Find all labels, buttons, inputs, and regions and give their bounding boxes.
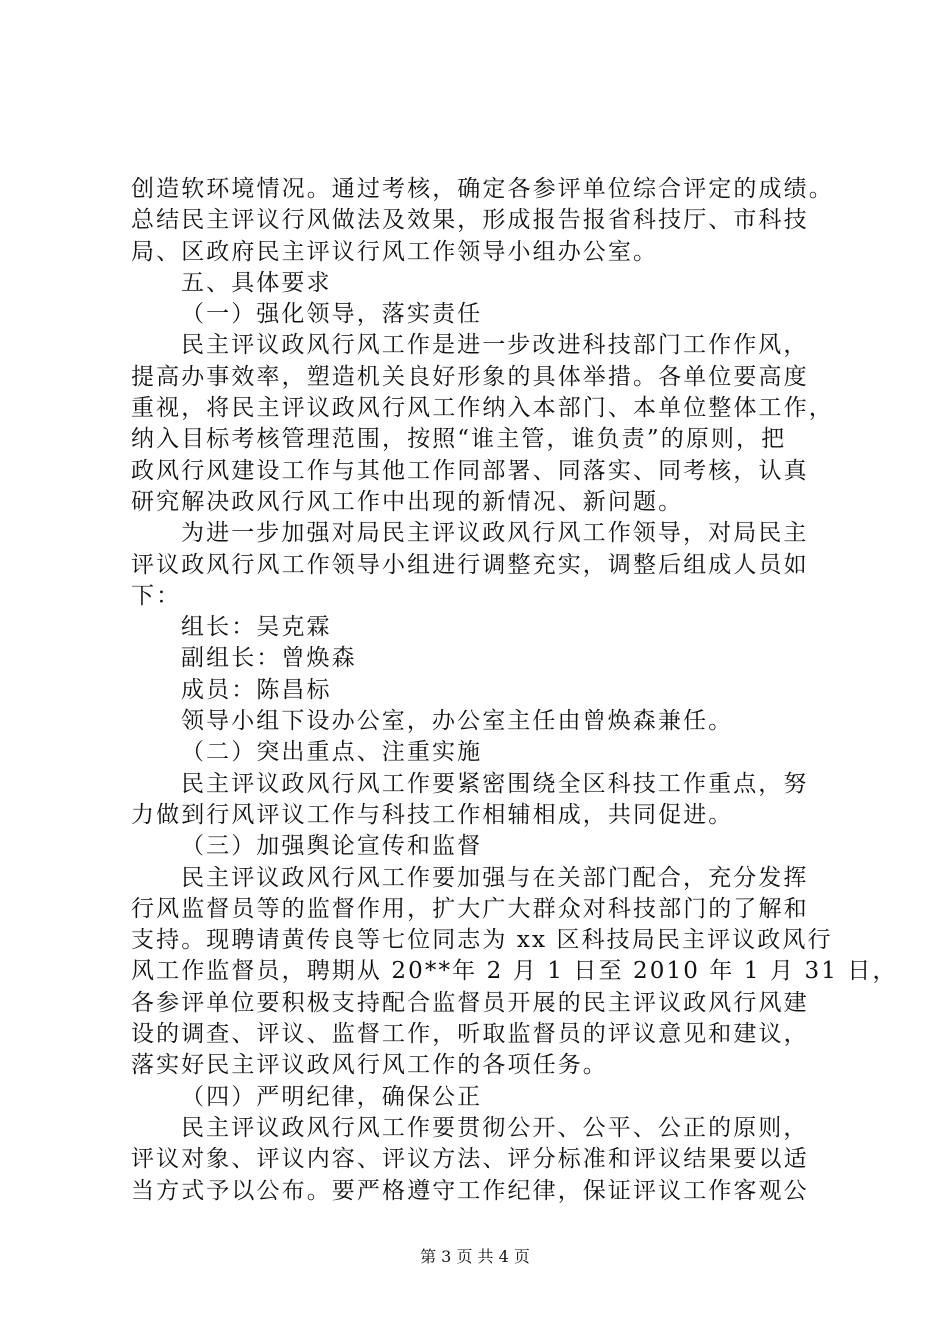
text-line: 为进一步加强对局民主评议政风行风工作领导，对局民主: [181, 520, 809, 547]
text-line: 设的调查、评议、监督工作，听取监督员的评议意见和建议，: [131, 1021, 809, 1048]
text-line: 民主评议政风行风工作要贯彻公开、公平、公正的原则，: [181, 1114, 809, 1141]
text-line: 研究解决政风行风工作中出现的新情况、新问题。: [131, 488, 684, 515]
text-line: 各参评单位要积极支持配合监督员开展的民主评议政风行风建: [131, 989, 809, 1016]
member-line: 组长：吴克霖: [181, 614, 332, 641]
member-line: 副组长：曾焕森: [181, 645, 357, 672]
text-line: 评议对象、评议内容、评议方法、评分标准和评议结果要以适: [131, 1146, 809, 1173]
page-footer: 第 3 页 共 4 页: [420, 1247, 530, 1266]
subsection-heading: （一）强化领导，落实责任: [181, 301, 483, 328]
text-line: 风工作监督员，聘期从 20**年 2 月 1 日至 2010 年 1 月 31 日，: [131, 958, 898, 985]
text-line: 创造软环境情况。通过考核，确定各参评单位综合评定的成绩。: [131, 176, 834, 202]
subsection-heading: （二）突出重点、注重实施: [181, 739, 483, 766]
text-line: 评议政风行风工作领导小组进行调整充实，调整后组成人员如: [131, 551, 809, 578]
text-line: 力做到行风评议工作与科技工作相辅相成，共同促进。: [131, 801, 734, 828]
text-line: 落实好民主评议政风行风工作的各项任务。: [131, 1052, 608, 1079]
text-line: 重视，将民主评议政风行风工作纳入本部门、本单位整体工作，: [131, 395, 834, 422]
text-line: 行风监督员等的监督作用，扩大广大群众对科技部门的了解和: [131, 895, 809, 922]
text-line: 总结民主评议行风做法及效果，形成报告报省科技厅、市科技: [131, 207, 809, 234]
text-line: 支持。现聘请黄传良等七位同志为 xx 区科技局民主评议政风行: [131, 927, 833, 954]
text-line: 民主评议政风行风工作是进一步改进科技部门工作作风，: [181, 332, 809, 359]
subsection-heading: （三）加强舆论宣传和监督: [181, 833, 483, 860]
text-line: 局、区政府民主评议行风工作领导小组办公室。: [131, 238, 659, 265]
subsection-heading: （四）严明纪律，确保公正: [181, 1083, 483, 1110]
text-line: 下：: [131, 582, 182, 609]
text-line: 领导小组下设办公室，办公室主任由曾焕森兼任。: [181, 708, 734, 735]
text-line: 政风行风建设工作与其他工作同部署、同落实、同考核，认真: [131, 457, 809, 484]
member-line: 成员：陈昌标: [181, 676, 332, 703]
text-line: 民主评议政风行风工作要紧密围绕全区科技工作重点，努: [181, 770, 809, 797]
document-body: [131, 174, 898, 1207]
text-line: 当方式予以公布。要严格遵守工作纪律，保证评议工作客观公: [131, 1177, 809, 1204]
text-line: 民主评议政风行风工作要加强与在关部门配合，充分发挥: [181, 864, 809, 891]
section-heading: 五、具体要求: [181, 269, 332, 296]
text-line: 提高办事效率，塑造机关良好形象的具体举措。各单位要高度: [131, 363, 809, 390]
text-line: 纳入目标考核管理范围，按照“谁主管，谁负责”的原则，把: [131, 426, 787, 453]
